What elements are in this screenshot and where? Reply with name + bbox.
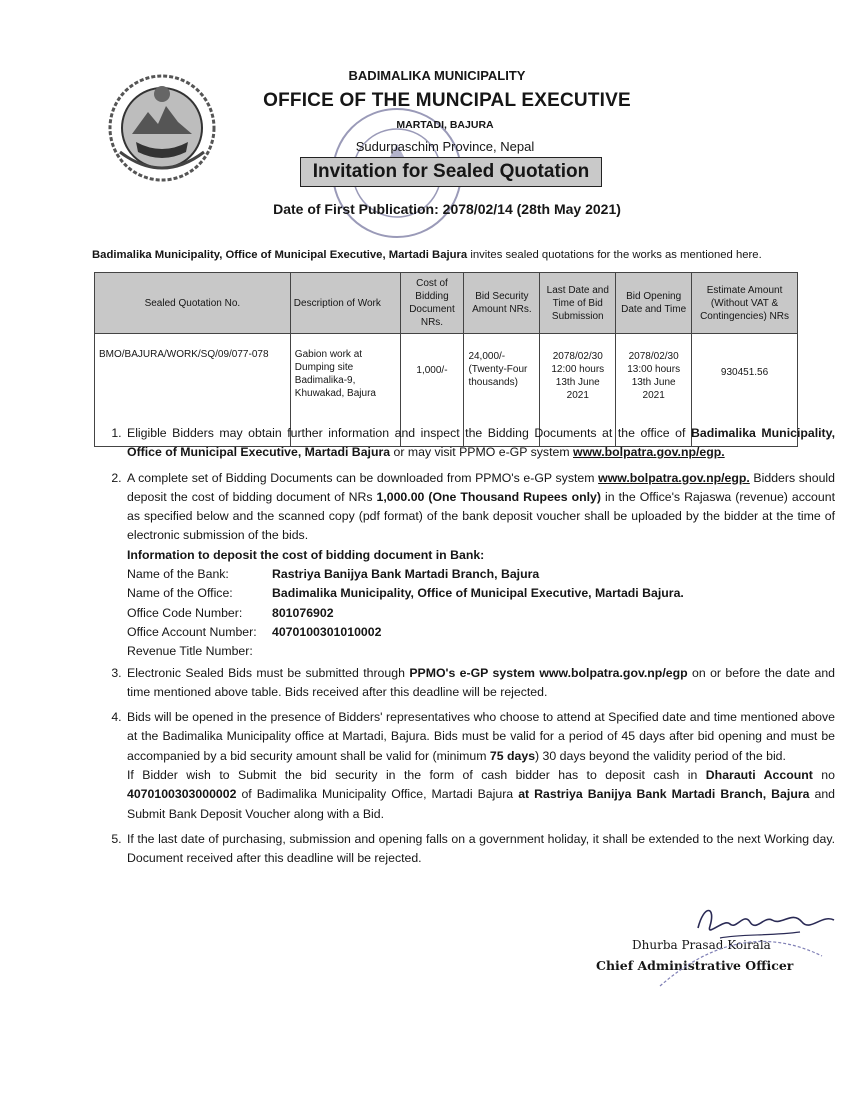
list-item (125, 708, 835, 824)
bank-name-label: Name of the Bank: (127, 567, 229, 582)
item4-no: no (812, 768, 835, 783)
signatory-name: Dhurba Prasad Koirala (632, 938, 771, 952)
bank-name-value: Rastriya Banijya Bank Martadi Branch, Bajura (272, 567, 540, 582)
item2-text: A complete set of Bidding Documents can be downloaded from PPMO's e-GP system (127, 470, 599, 485)
office-title: OFFICE OF THE MUNCIPAL EXECUTIVE (263, 90, 631, 111)
cell-estimate: 930451.56 (692, 334, 798, 447)
intro-text: invites sealed quotations for the works as mentioned here. (467, 249, 762, 261)
office-name-value: Badimalika Municipality, Office of Municipal Executive, Martadi Bajura. (272, 586, 684, 601)
col-header-quotation-no: Sealed Quotation No. (95, 273, 291, 334)
intro-office: Badimalika Municipality, Office of Municipal Executive, Martadi Bajura (92, 249, 468, 261)
item4-cash-text: If Bidder wish to Submit the bid security in the form of cash bidder has to deposit cash in (127, 768, 706, 783)
signatory-designation: Chief Administrative Officer (596, 958, 794, 973)
list-item (125, 664, 835, 703)
item1-text: Eligible Bidders may obtain further information and inspect the Bidding Documents at the office of (127, 426, 691, 440)
item4-text: Bids will be opened in the presence of Bidders' representatives who choose to attend at Specified date and time mentioned above at the Badimalika Municipality office at Martadi, Bajura. Bids must be valid for a period of 45 days after bid opening and must be accompanied by a bid security amount shall be valid for (minimum (127, 710, 835, 763)
document-title: Invitation for Sealed Quotation (300, 157, 602, 187)
cell-last-date: 2078/02/30 12:00 hours 13th June 2021 (540, 334, 616, 447)
bank-name-row (127, 565, 835, 584)
table-header-row (95, 273, 798, 334)
account-number-value: 4070100301010002 (272, 624, 382, 639)
revenue-title-label: Revenue Title Number: (127, 644, 253, 659)
item1-office: Badimalika Municipality, Office of Municipal Executive, Martadi Bajura (127, 426, 835, 460)
col-header-opening: Bid Opening Date and Time (616, 273, 692, 334)
item2-text2: Bidders should deposit the cost of bidding document of NRs (127, 470, 835, 504)
col-header-last-date: Last Date and Time of Bid Submission (540, 273, 616, 334)
col-header-description: Description of Work (290, 273, 400, 334)
cell-quotation-no: BMO/BAJURA/WORK/SQ/09/077-078 (95, 334, 291, 447)
item3-text2: on or before the date and time mentioned above table. Bids received after this deadline will be rejected. (127, 665, 836, 699)
item4-text2: ) 30 days beyond the validity period of the bid. (535, 748, 786, 763)
intro-paragraph (92, 249, 812, 261)
list-item (125, 424, 835, 463)
office-code-label: Office Code Number: (127, 605, 243, 620)
item5-text: If the last date of purchasing, submission and opening falls on a government holiday, it shall be extended to the next Working day. Document received after this deadline will be rejected. (127, 831, 835, 866)
province-name: Sudurpaschim Province, Nepal (355, 139, 535, 154)
item4-text3: and Submit Bank Deposit Voucher along with a Bid. (127, 787, 836, 821)
designation-stamp (650, 926, 830, 996)
item3-url: www.bolpatra.gov.np/egp (534, 665, 688, 680)
municipality-name: BADIMALIKA MUNICIPALITY (348, 68, 526, 83)
revenue-title-row (127, 642, 835, 661)
publication-date: Date of First Publication: 2078/02/14 (28th May 2021) (273, 201, 621, 217)
item3-text: Electronic Sealed Bids must be submitted through (127, 665, 410, 680)
item4-account: 4070100303000002 (127, 787, 237, 802)
item4-days: 75 days (489, 748, 536, 763)
item3-system: PPMO's e-GP system (409, 665, 535, 680)
list-item (125, 830, 835, 869)
cell-security: 24,000/- (Twenty-Four thousands) (464, 334, 540, 447)
list-item (125, 469, 835, 662)
egp-link[interactable]: www.bolpatra.gov.np/egp. (573, 445, 725, 460)
office-location: MARTADI, BAJURA (396, 119, 494, 131)
account-number-label: Office Account Number: (127, 624, 257, 639)
office-code-value: 801076902 (272, 605, 334, 620)
item2-text3: in the Office's Rajaswa (revenue) account as specified below and the scanned copy (pdf format) of the bank deposit voucher shall be uploaded by the bidder at the time of electronic submission of the bids. (127, 489, 835, 543)
item4-dharauti: Dharauti Account (705, 768, 813, 783)
egp-link-2[interactable]: www.bolpatra.gov.np/egp. (598, 470, 750, 485)
col-header-estimate: Estimate Amount (Without VAT & Contingencies) NRs (692, 273, 798, 334)
conditions-list (105, 424, 835, 875)
quotation-table (94, 272, 798, 447)
item2-amount: 1,000.00 (One Thousand Rupees only) (376, 489, 601, 504)
item1-text2: or may visit PPMO e-GP system (390, 445, 573, 460)
office-name-row (127, 584, 835, 603)
bank-info-heading: Information to deposit the cost of bidding document in Bank: (127, 547, 485, 562)
account-number-row (127, 623, 835, 642)
col-header-security: Bid Security Amount NRs. (464, 273, 540, 334)
cell-description: Gabion work at Dumping site Badimalika-9, Khuwakad, Bajura (290, 334, 400, 447)
office-code-row (127, 604, 835, 623)
office-name-label: Name of the Office: (127, 586, 233, 601)
item4-office: of Badimalika Municipality Office, Martadi Bajura (236, 787, 519, 802)
item4-bank: at Rastriya Banijya Bank Martadi Branch, Bajura (518, 787, 810, 802)
cell-cost: 1,000/- (400, 334, 464, 447)
col-header-cost: Cost of Bidding Document NRs. (400, 273, 464, 334)
cell-opening: 2078/02/30 13:00 hours 13th June 2021 (616, 334, 692, 447)
